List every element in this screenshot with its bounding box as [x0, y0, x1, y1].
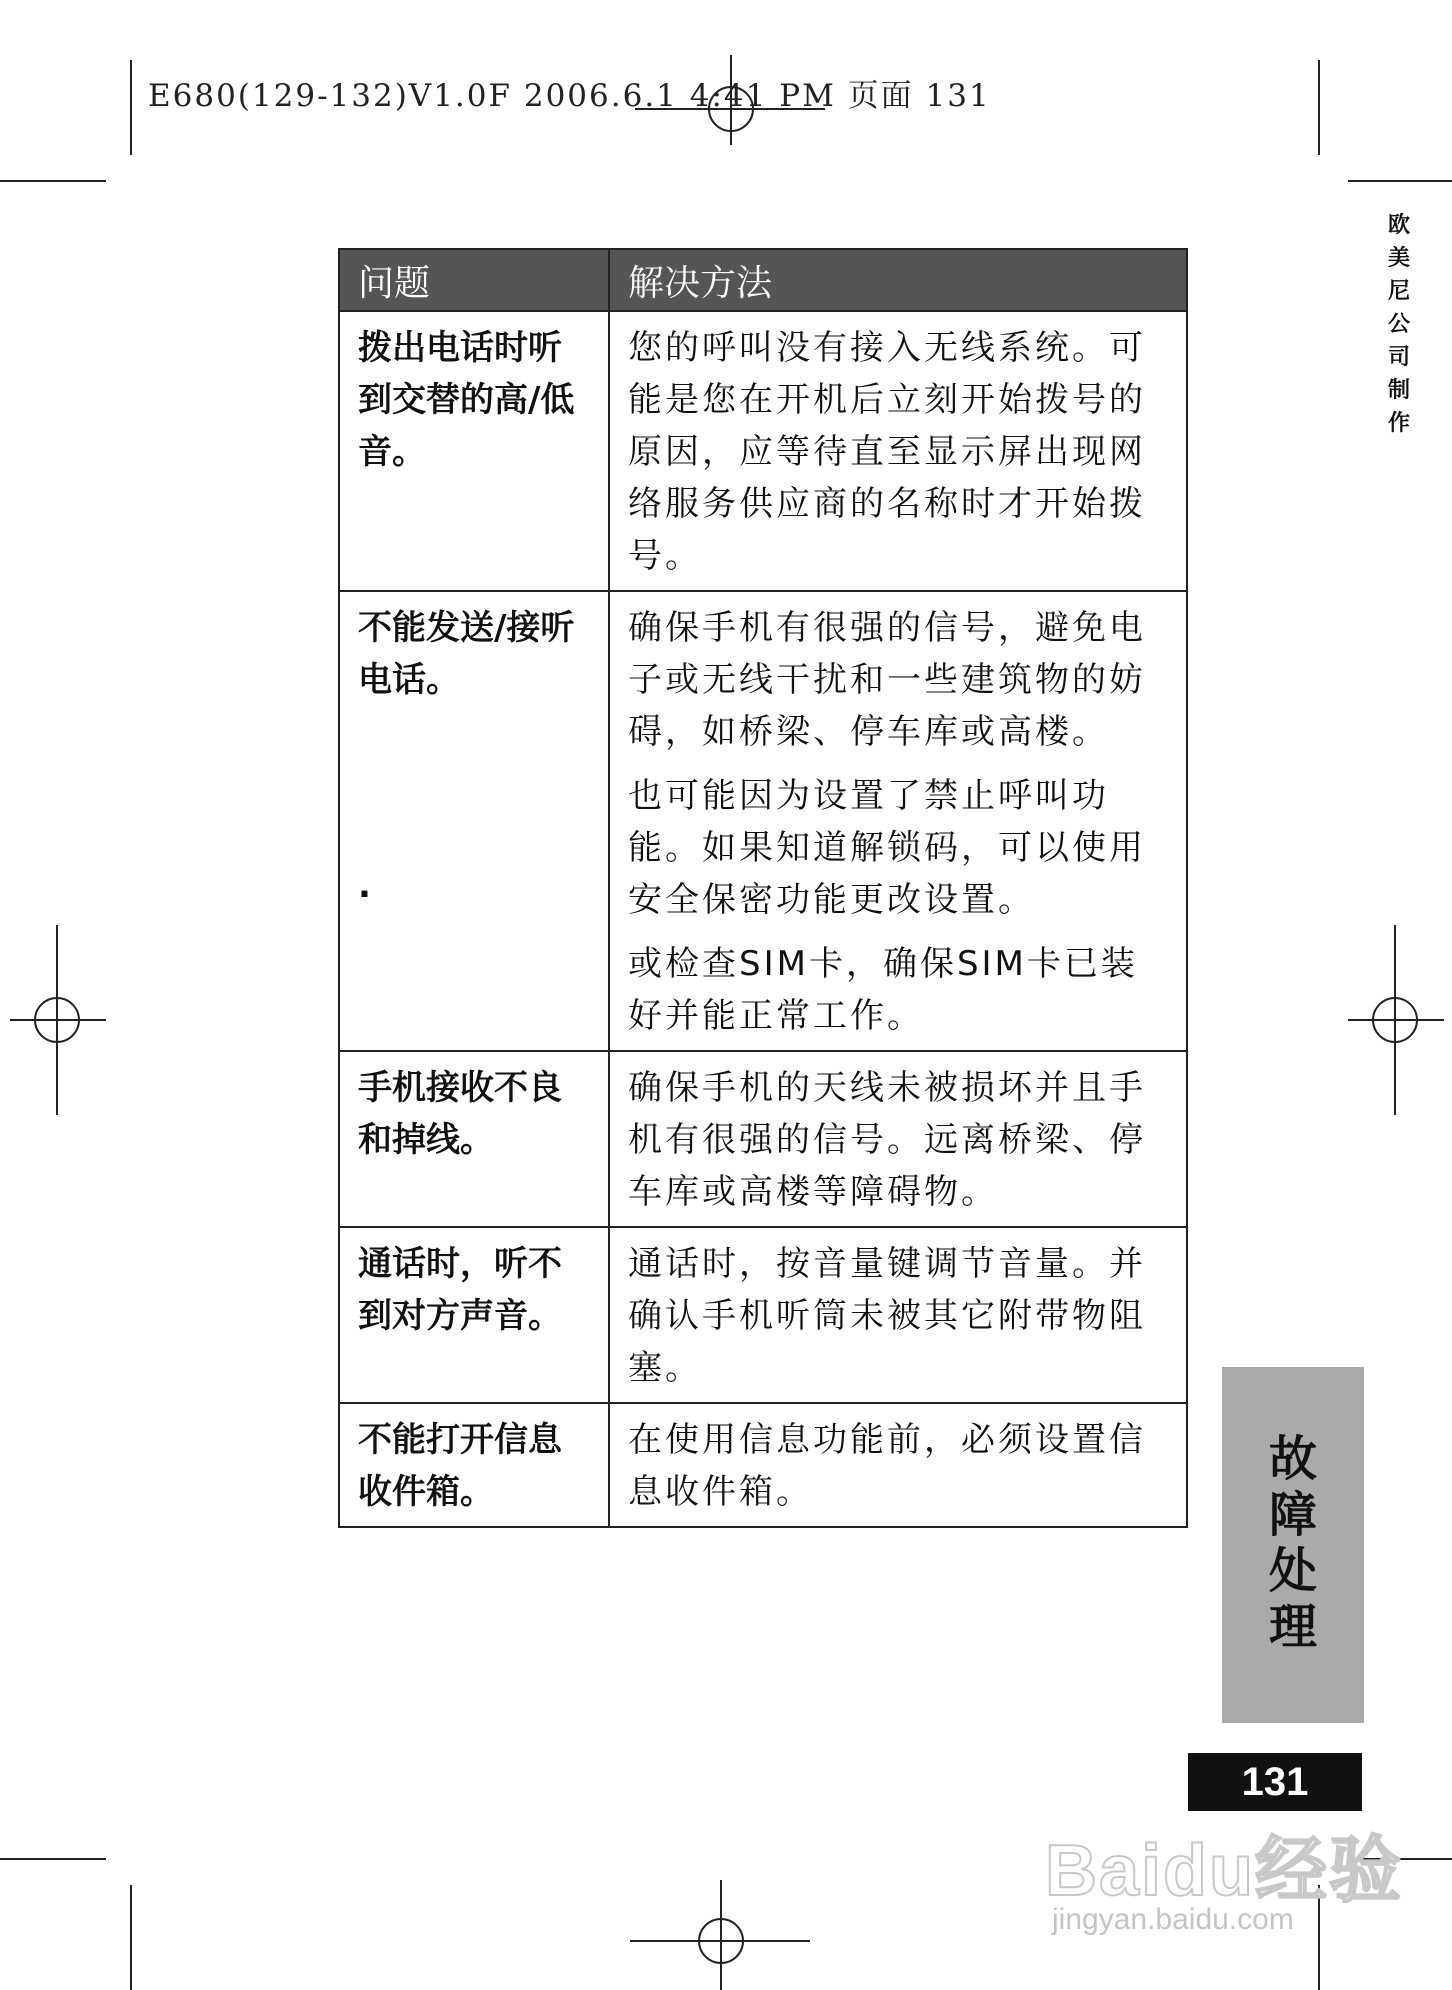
question-cell [339, 591, 609, 1051]
stray-mark: . [358, 866, 371, 906]
publisher-label: 欧美尼公司制作 [1387, 213, 1410, 436]
solution-text: 也可能因为设置了禁止呼叫功能。如果知道解锁码，可以使用安全保密功能更改设置。 [628, 776, 1146, 920]
registration-mark [34, 997, 80, 1043]
page-number: 131 [1188, 1753, 1362, 1811]
table-row [339, 591, 1187, 1051]
table-row [339, 1051, 1187, 1227]
crop-mark [1318, 60, 1320, 155]
crop-mark [0, 1858, 106, 1860]
section-tab [1222, 1367, 1364, 1723]
table-row [339, 1227, 1187, 1403]
solution-text: 确保手机有很强的信号，避免电子或无线干扰和一些建筑物的妨碍，如桥梁、停车库或高楼。 [628, 608, 1146, 752]
section-tab-label: 故障处理 [1268, 1431, 1317, 1655]
solution-text: 在使用信息功能前，必须设置信息收件箱。 [628, 1420, 1146, 1512]
print-slug: E680(129-132)V1.0F 2006.6.1 4:41 PM 页面 131 [148, 78, 991, 114]
question-cell: 不能打开信息收件箱。 [339, 1403, 609, 1527]
column-header-solution: 解决方法 [609, 249, 1187, 311]
table-row [339, 311, 1187, 591]
baidu-watermark-logo: Baidu经验 [1045, 1831, 1404, 1911]
solution-text: 您的呼叫没有接入无线系统。可能是您在开机后立刻开始拨号的原因，应等待直至显示屏出现网络服务供应商的名称时才开始拨号。 [628, 328, 1146, 576]
solution-cell [609, 591, 1187, 1051]
question-text: 不能发送/接听电话。 [358, 608, 575, 700]
table-header-row [339, 249, 1187, 311]
crop-mark [130, 60, 132, 155]
question-cell: 手机接收不良和掉线。 [339, 1051, 609, 1227]
column-header-question: 问题 [339, 249, 609, 311]
registration-mark [698, 1918, 744, 1964]
crop-mark [0, 180, 106, 182]
question-cell: 拨出电话时听到交替的高/低音。 [339, 311, 609, 591]
solution-text: 或检查SIM卡，确保SIM卡已装好并能正常工作。 [628, 944, 1138, 1036]
baidu-watermark-url: jingyan.baidu.com [1052, 1903, 1294, 1936]
solution-cell [609, 1227, 1187, 1403]
table-row [339, 1403, 1187, 1527]
solution-text: 通话时，按音量键调节音量。并确认手机听筒未被其它附带物阻塞。 [628, 1244, 1146, 1388]
solution-text: 确保手机的天线未被损坏并且手机有很强的信号。远离桥梁、停车库或高楼等障碍物。 [628, 1068, 1146, 1212]
solution-cell [609, 1051, 1187, 1227]
solution-cell [609, 1403, 1187, 1527]
troubleshooting-table [338, 248, 1188, 1528]
solution-cell [609, 311, 1187, 591]
crop-mark [1348, 180, 1452, 182]
crop-mark [130, 1885, 132, 1990]
registration-mark [1372, 997, 1418, 1043]
question-cell: 通话时，听不到对方声音。 [339, 1227, 609, 1403]
